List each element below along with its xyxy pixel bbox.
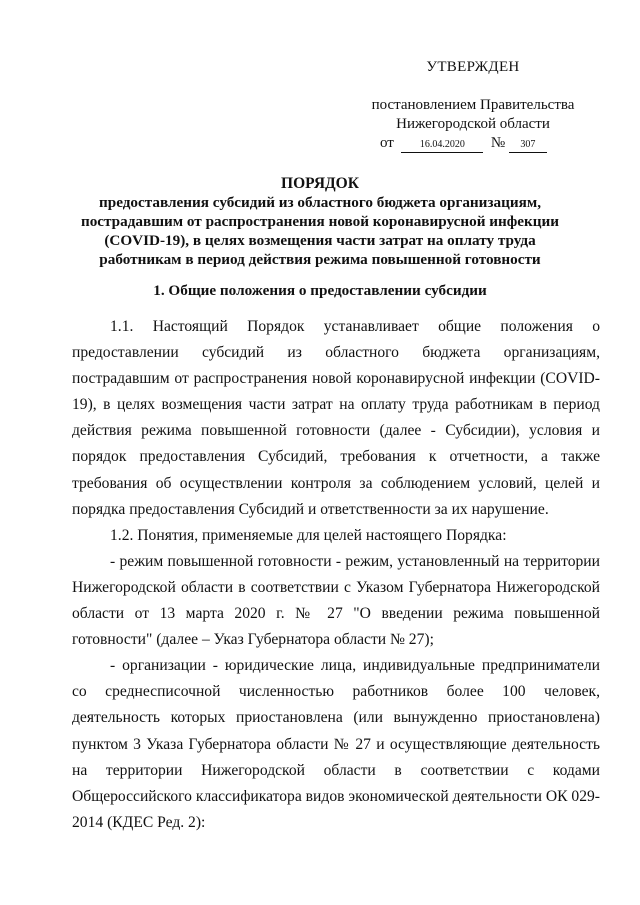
document-subtitle: предоставления субсидий из областного бюджета организациям, пострадавшим от распространения новой коронавирусной инфекции (COVID-19), в целях возмещения части затрат на оплату труда работникам в период действия режима повышенной готовности <box>80 194 560 268</box>
document-title-block <box>72 174 568 269</box>
approval-date: 16.04.2020 <box>401 138 483 153</box>
approval-date-line <box>358 134 588 153</box>
approval-region-line: Нижегородской области <box>396 116 550 132</box>
approval-stamp-block <box>358 58 588 153</box>
paragraph-1-2: 1.2. Понятия, применяемые для целей настоящего Порядка: <box>110 526 507 544</box>
approval-issuer-line: постановлением Правительства <box>371 97 575 113</box>
section-heading: 1. Общие положения о предоставлении субсидии <box>153 282 487 299</box>
approval-stamp: УТВЕРЖДЕН <box>426 59 520 75</box>
approval-number-sign: № <box>490 135 506 151</box>
approval-from-label: от <box>380 135 394 151</box>
document-title: ПОРЯДОК <box>281 175 359 192</box>
approval-number: 307 <box>509 138 547 153</box>
definition-organizations: - организации - юридические лица, индивидуальные предприниматели со среднесписочной численностью работников более 100 человек, деятельность которых приостановлена (или вынужденно приостановлена) пунктом 3 Указа Губернатора области № 27 и осуществляющие деятельность на территории Нижегородской области в соответствии с кодами Общероссийского классификатора видов экономической деятельности ОК 029-2014 (КДЕС Ред. 2): <box>72 657 600 831</box>
definition-readiness-regime: - режим повышенной готовности - режим, установленный на территории Нижегородской области в соответствии с Указом Губернатора Нижегородской области от 13 марта 2020 г. № 27 "О введении режима повышенной готовности" (далее – Указ Губернатора области № 27); <box>72 552 600 649</box>
paragraph-1-1: 1.1. Настоящий Порядок устанавливает общие положения о предоставлении субсидий из областного бюджета организациям, пострадавшим от распространения новой коронавирусной инфекции (COVID-19), в целях возмещения части затрат на оплату труда работникам в период действия режима повышенной готовности (далее - Субсидии), условия и порядок предоставления Субсидий, требования к отчетности, а также требования об осуществлении контроля за соблюдением условий, целей и порядка предоставления Субсидий и ответственности за их нарушение. <box>72 318 600 518</box>
document-body <box>72 314 600 836</box>
